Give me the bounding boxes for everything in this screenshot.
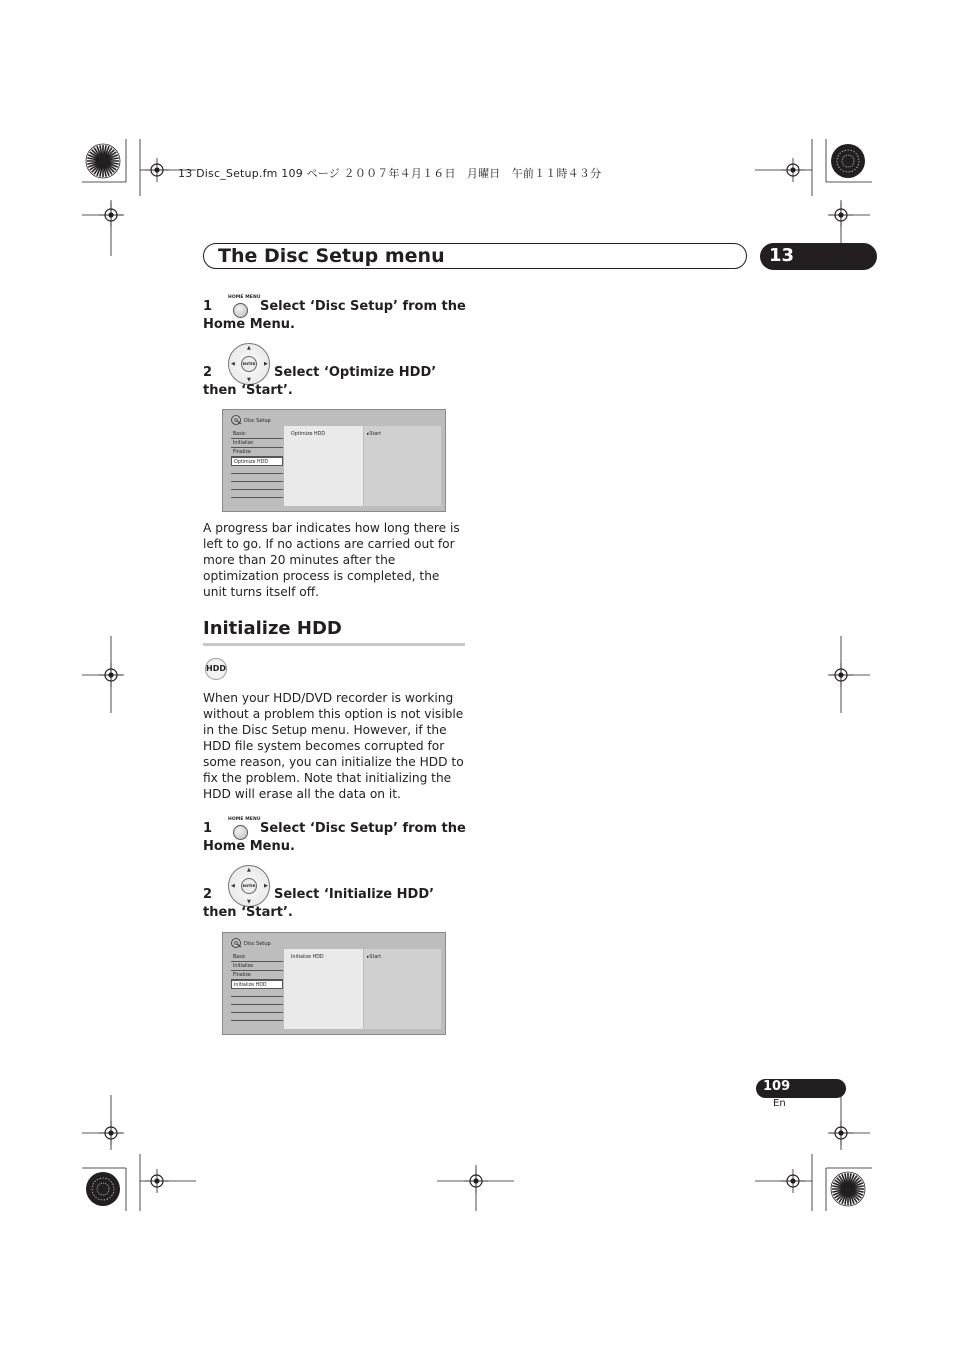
- menu-item-basic: Basic: [231, 430, 283, 439]
- step-number: 1: [203, 299, 213, 314]
- page-title: The Disc Setup menu: [218, 245, 445, 267]
- chapter-number: 13: [769, 245, 795, 266]
- section-title-initialize-hdd: Initialize HDD: [203, 618, 342, 639]
- step-1: [203, 820, 473, 856]
- home-menu-label: HOME MENU: [228, 817, 261, 822]
- hdd-badge-icon: HDD: [205, 658, 227, 680]
- step-text: Select ‘Disc Setup’ from the Home Menu.: [203, 299, 466, 332]
- screen-title: Disc Setup: [244, 941, 271, 947]
- direction-pad-icon: ▲ ▼ ◀ ▶ ENTER: [228, 865, 270, 907]
- screen-option-label: Initialize HDD: [291, 955, 324, 960]
- step-text: Select ‘Initialize HDD’ then ‘Start’.: [203, 887, 435, 920]
- step-1: [203, 298, 473, 334]
- screen-title: Disc Setup: [244, 418, 271, 424]
- menu-item-initialize-hdd: Initialize HDD: [231, 980, 283, 989]
- page-language: En: [773, 1098, 786, 1109]
- menu-item-basic: Basic: [231, 953, 283, 962]
- step-text: Select ‘Optimize HDD’ then ‘Start’.: [203, 365, 437, 398]
- initialize-paragraph: When your HDD/DVD recorder is working without a problem this option is not visible in the Disc Setup menu. However, if the HDD file system becomes corrupted for some reason, you can initialize the HDD to fix the problem. Note that initializing the HDD will erase all the data on it.: [203, 691, 464, 801]
- progress-paragraph: A progress bar indicates how long there is left to go. If no actions are carried out for more than 20 minutes after the optimization process is completed, the unit turns itself off.: [203, 521, 460, 599]
- section-divider: [203, 643, 465, 646]
- disc-setup-screen-initialize: [222, 932, 446, 1035]
- menu-item-optimize-hdd: Optimize HDD: [231, 457, 283, 466]
- page-number-badge: [756, 1079, 846, 1098]
- screen-start-option: ▸Start: [367, 432, 382, 437]
- menu-item-initialize: Initialize: [231, 962, 283, 971]
- step-number: 1: [203, 821, 213, 836]
- screen-middle-panel: [284, 949, 363, 1029]
- menu-item-finalize: Finalize: [231, 448, 283, 457]
- step-text: Select ‘Disc Setup’ from the Home Menu.: [203, 821, 466, 854]
- step-number: 2: [203, 365, 213, 380]
- step-number: 2: [203, 887, 213, 902]
- menu-item-initialize: Initialize: [231, 439, 283, 448]
- direction-pad-icon: ▲ ▼ ◀ ▶ ENTER: [228, 343, 270, 385]
- screen-right-panel: [364, 426, 441, 506]
- screen-right-panel: [364, 949, 441, 1029]
- step-2: [203, 886, 465, 922]
- disc-icon: [231, 415, 242, 425]
- enter-button-icon: ENTER: [241, 878, 257, 894]
- step-2: [203, 364, 465, 400]
- screen-option-label: Optimize HDD: [291, 432, 326, 437]
- screen-menu: [231, 953, 283, 1021]
- page-number: 109: [763, 1079, 791, 1094]
- file-header: 13 Disc_Setup.fm 109 ページ ２００７年４月１６日 月曜日 午前１１時４３分: [178, 167, 602, 180]
- chapter-badge: [760, 243, 877, 270]
- menu-item-finalize: Finalize: [231, 971, 283, 980]
- disc-icon: [231, 938, 242, 948]
- screen-menu: [231, 430, 283, 498]
- home-menu-label: HOME MENU: [228, 295, 261, 300]
- page-header: [203, 243, 747, 269]
- screen-start-option: ▸Start: [367, 955, 382, 960]
- screen-middle-panel: [284, 426, 363, 506]
- enter-button-icon: ENTER: [241, 356, 257, 372]
- disc-setup-screen-optimize: [222, 409, 446, 512]
